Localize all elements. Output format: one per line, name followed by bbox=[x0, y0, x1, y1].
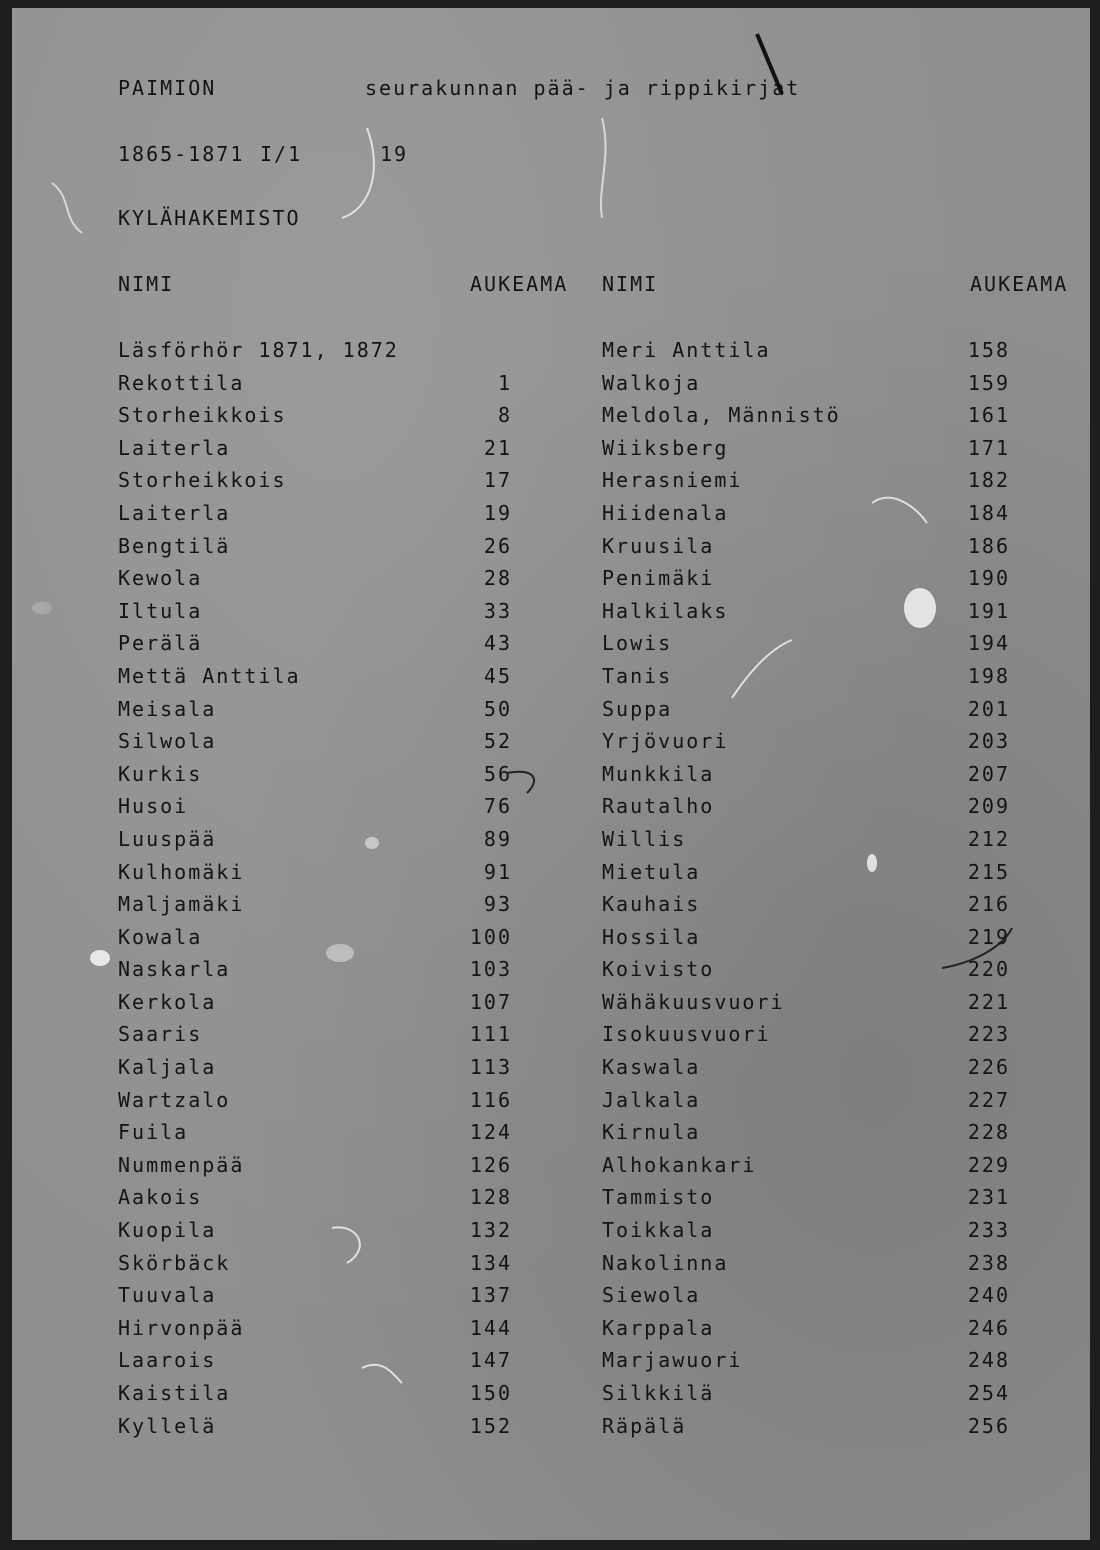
page-number-left: 103 bbox=[469, 957, 512, 982]
village-name-right: Rautalho bbox=[602, 794, 715, 819]
page-number-left: 89 bbox=[483, 826, 512, 851]
page-number-right: 221 bbox=[967, 989, 1010, 1014]
village-name-left: Storheikkois bbox=[118, 468, 287, 493]
village-name-right: Meldola, Männistö bbox=[602, 403, 841, 428]
page-number-left: 17 bbox=[483, 468, 512, 493]
parish-title: PAIMION bbox=[118, 76, 217, 100]
village-name-left: Fuila bbox=[118, 1120, 189, 1145]
village-name-left: Laiterla bbox=[118, 435, 231, 460]
year-range: 1865-1871 bbox=[118, 142, 245, 166]
page-number-left: 144 bbox=[469, 1315, 512, 1340]
village-name-right: Hossila bbox=[602, 924, 701, 949]
table-row bbox=[12, 371, 1090, 404]
village-name-left: Kaistila bbox=[118, 1381, 231, 1405]
village-name-left: Iltula bbox=[118, 598, 203, 623]
page-number-right: 240 bbox=[967, 1283, 1010, 1308]
page-number-left: 100 bbox=[469, 924, 512, 949]
village-name-left: Kurkis bbox=[118, 761, 203, 786]
village-name-left: Kulhomäki bbox=[118, 859, 245, 884]
page-number-right: 182 bbox=[967, 468, 1010, 493]
page-number-left: 43 bbox=[483, 631, 512, 656]
village-name-left: Saaris bbox=[118, 1022, 203, 1047]
village-name-left: Naskarla bbox=[118, 957, 231, 982]
table-row bbox=[12, 1348, 1090, 1381]
table-row bbox=[12, 729, 1090, 762]
village-name-left: Kuopila bbox=[118, 1218, 217, 1243]
table-row bbox=[12, 534, 1090, 567]
village-name-right: Willis bbox=[602, 826, 687, 851]
village-name-left: Silwola bbox=[118, 729, 217, 754]
table-row bbox=[12, 860, 1090, 893]
page-number-left: 107 bbox=[469, 989, 512, 1014]
page-number-right: 226 bbox=[967, 1055, 1010, 1080]
village-name-right: Meri Anttila bbox=[602, 338, 771, 362]
page-number-right: 190 bbox=[967, 566, 1010, 591]
page-number-left: 124 bbox=[469, 1120, 512, 1145]
column-header-page-left: AUKEAMA bbox=[470, 272, 569, 296]
table-row bbox=[12, 436, 1090, 469]
village-name-left: Meisala bbox=[118, 696, 217, 721]
column-header-name-left: NIMI bbox=[118, 272, 175, 296]
page-number-right: 184 bbox=[967, 500, 1010, 525]
page-number-left: 19 bbox=[483, 500, 512, 525]
table-row bbox=[12, 1185, 1090, 1218]
village-name-left: Skörbäck bbox=[118, 1250, 231, 1275]
village-name-right: Siewola bbox=[602, 1283, 701, 1308]
page-number-left: 45 bbox=[483, 663, 512, 688]
page-number-right: 216 bbox=[967, 892, 1010, 917]
table-row bbox=[12, 697, 1090, 730]
page-number-right: 223 bbox=[967, 1022, 1010, 1047]
village-name-left: Tuuvala bbox=[118, 1283, 217, 1308]
page-number-right: 246 bbox=[967, 1315, 1010, 1340]
village-name-left: Luuspää bbox=[118, 826, 217, 851]
page-number-right: 209 bbox=[967, 794, 1010, 819]
register-subtitle: seurakunnan pää- ja rippikirjat bbox=[365, 76, 801, 100]
page-number-right: 198 bbox=[967, 663, 1010, 688]
table-row bbox=[12, 892, 1090, 925]
village-name-left: Kerkola bbox=[118, 989, 217, 1014]
village-name-left: Maljamäki bbox=[118, 892, 245, 917]
page-number-right: 194 bbox=[967, 631, 1010, 656]
page-number-left: 1 bbox=[497, 370, 512, 395]
village-name-left: Laiterla bbox=[118, 500, 231, 525]
table-row bbox=[12, 403, 1090, 436]
table-row bbox=[12, 566, 1090, 599]
table-row bbox=[12, 664, 1090, 697]
table-row bbox=[12, 468, 1090, 501]
page-number-right: 201 bbox=[967, 696, 1010, 721]
village-name-right: Munkkila bbox=[602, 761, 715, 786]
village-name-right: Koivisto bbox=[602, 957, 715, 982]
page-number-right: 158 bbox=[967, 338, 1010, 362]
village-name-left: Hirvonpää bbox=[118, 1315, 245, 1340]
column-header-page-right: AUKEAMA bbox=[970, 272, 1069, 296]
village-index-table bbox=[12, 338, 1090, 1446]
table-row bbox=[12, 599, 1090, 632]
page-number-left: 76 bbox=[483, 794, 512, 819]
page-number-right: 254 bbox=[967, 1381, 1010, 1405]
village-name-left: Aakois bbox=[118, 1185, 203, 1210]
village-name-left: Bengtilä bbox=[118, 533, 231, 558]
village-name-right: Toikkala bbox=[602, 1218, 715, 1243]
page-number-left: 56 bbox=[483, 761, 512, 786]
village-name-right: Yrjövuori bbox=[602, 729, 729, 754]
table-row bbox=[12, 1414, 1090, 1447]
page-number-right: 191 bbox=[967, 598, 1010, 623]
village-name-right: Herasniemi bbox=[602, 468, 743, 493]
page-number-left: 134 bbox=[469, 1250, 512, 1275]
village-name-left: Kowala bbox=[118, 924, 203, 949]
village-name-right: Jalkala bbox=[602, 1087, 701, 1112]
page-number-right: 233 bbox=[967, 1218, 1010, 1243]
page-number-right: 171 bbox=[967, 435, 1010, 460]
village-name-right: Räpälä bbox=[602, 1413, 687, 1438]
table-row bbox=[12, 794, 1090, 827]
village-name-right: Kirnula bbox=[602, 1120, 701, 1145]
table-row bbox=[12, 925, 1090, 958]
page-number-right: 219 bbox=[967, 924, 1010, 949]
table-row bbox=[12, 1251, 1090, 1284]
page-number-left: 147 bbox=[469, 1348, 512, 1373]
volume-number: I/1 bbox=[260, 142, 303, 166]
page-number-right: 186 bbox=[967, 533, 1010, 558]
page-number-right: 161 bbox=[967, 403, 1010, 428]
village-name-right: Suppa bbox=[602, 696, 673, 721]
page-number-left: 50 bbox=[483, 696, 512, 721]
village-name-right: Kauhais bbox=[602, 892, 701, 917]
document-page bbox=[12, 8, 1090, 1540]
page-number-right: 227 bbox=[967, 1087, 1010, 1112]
village-name-left: Kyllelä bbox=[118, 1413, 217, 1438]
page-number-left: 93 bbox=[483, 892, 512, 917]
village-name-right: Wähäkuusvuori bbox=[602, 989, 785, 1014]
village-name-right: Isokuusvuori bbox=[602, 1022, 771, 1047]
village-name-right: Hiidenala bbox=[602, 500, 729, 525]
page-number-right: 215 bbox=[967, 859, 1010, 884]
table-row bbox=[12, 631, 1090, 664]
page-number-right: 256 bbox=[967, 1413, 1010, 1438]
village-name-right: Wiiksberg bbox=[602, 435, 729, 460]
village-name-left: Nummenpää bbox=[118, 1152, 245, 1177]
village-name-right: Silkkilä bbox=[602, 1381, 715, 1405]
village-name-left: Kewola bbox=[118, 566, 203, 591]
village-name-right: Kaswala bbox=[602, 1055, 701, 1080]
page-number-left: 150 bbox=[469, 1381, 512, 1405]
page-number-right: 220 bbox=[967, 957, 1010, 982]
village-name-left: Wartzalo bbox=[118, 1087, 231, 1112]
page-number-left: 137 bbox=[469, 1283, 512, 1308]
column-header-name-right: NIMI bbox=[602, 272, 659, 296]
table-row bbox=[12, 1022, 1090, 1055]
village-name-right: Lowis bbox=[602, 631, 673, 656]
village-name-right: Marjawuori bbox=[602, 1348, 743, 1373]
section-title: KYLÄHAKEMISTO bbox=[118, 206, 301, 230]
table-row bbox=[12, 1316, 1090, 1349]
page-number-right: 212 bbox=[967, 826, 1010, 851]
page-number-left: 26 bbox=[483, 533, 512, 558]
village-name-right: Halkilaks bbox=[602, 598, 729, 623]
page-number-left: 113 bbox=[469, 1055, 512, 1080]
page-number-left: 132 bbox=[469, 1218, 512, 1243]
village-name-right: Karppala bbox=[602, 1315, 715, 1340]
page-number-right: 228 bbox=[967, 1120, 1010, 1145]
table-row bbox=[12, 957, 1090, 990]
village-name-right: Penimäki bbox=[602, 566, 715, 591]
page-number-left: 152 bbox=[469, 1413, 512, 1438]
page-number-right: 248 bbox=[967, 1348, 1010, 1373]
village-name-right: Walkoja bbox=[602, 370, 701, 395]
village-name-right: Mietula bbox=[602, 859, 701, 884]
table-row bbox=[12, 501, 1090, 534]
page-number-left: 21 bbox=[483, 435, 512, 460]
table-row bbox=[12, 827, 1090, 860]
page-number-left: 116 bbox=[469, 1087, 512, 1112]
village-name-right: Nakolinna bbox=[602, 1250, 729, 1275]
page-number-left: 8 bbox=[497, 403, 512, 428]
page-number-left: 33 bbox=[483, 598, 512, 623]
page-number-right: 231 bbox=[967, 1185, 1010, 1210]
table-row bbox=[12, 1153, 1090, 1186]
village-name-right: Tanis bbox=[602, 663, 673, 688]
village-name-left: Kaljala bbox=[118, 1055, 217, 1080]
table-row bbox=[12, 338, 1090, 371]
table-row bbox=[12, 990, 1090, 1023]
page-number-left: 91 bbox=[483, 859, 512, 884]
village-name-left: Husoi bbox=[118, 794, 189, 819]
table-row bbox=[12, 1381, 1090, 1414]
village-name-left: Läsförhör 1871, 1872 bbox=[118, 338, 399, 362]
page-number-right: 159 bbox=[967, 370, 1010, 395]
page-number-right: 207 bbox=[967, 761, 1010, 786]
village-name-left: Storheikkois bbox=[118, 403, 287, 428]
page-number-left: 126 bbox=[469, 1152, 512, 1177]
village-name-left: Rekottila bbox=[118, 370, 245, 395]
village-name-right: Alhokankari bbox=[602, 1152, 757, 1177]
village-name-right: Kruusila bbox=[602, 533, 715, 558]
table-row bbox=[12, 1218, 1090, 1251]
table-row bbox=[12, 1120, 1090, 1153]
table-row bbox=[12, 762, 1090, 795]
page-reference: 19 bbox=[380, 142, 409, 166]
table-row bbox=[12, 1055, 1090, 1088]
table-row bbox=[12, 1088, 1090, 1121]
page-number-left: 28 bbox=[483, 566, 512, 591]
village-name-right: Tammisto bbox=[602, 1185, 715, 1210]
table-row bbox=[12, 1283, 1090, 1316]
page-number-left: 111 bbox=[469, 1022, 512, 1047]
page-number-right: 238 bbox=[967, 1250, 1010, 1275]
page-number-right: 229 bbox=[967, 1152, 1010, 1177]
page-number-left: 52 bbox=[483, 729, 512, 754]
page-number-right: 203 bbox=[967, 729, 1010, 754]
page-number-left: 128 bbox=[469, 1185, 512, 1210]
village-name-left: Laarois bbox=[118, 1348, 217, 1373]
village-name-left: Mettä Anttila bbox=[118, 663, 301, 688]
village-name-left: Perälä bbox=[118, 631, 203, 656]
